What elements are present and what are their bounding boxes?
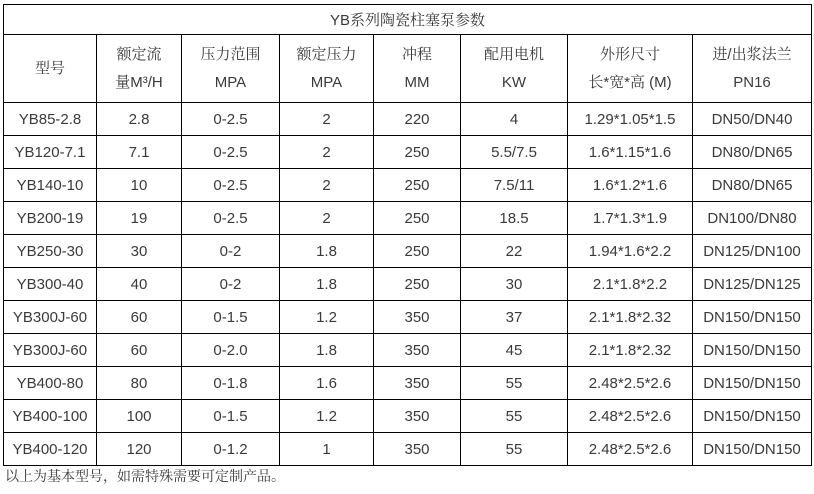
data-cell: 1.6*1.2*1.6 (568, 169, 693, 202)
data-cell: 250 (374, 235, 461, 268)
column-header: 型号 (4, 35, 97, 103)
data-cell: 37 (461, 301, 568, 334)
data-cell: DN125/DN100 (693, 235, 812, 268)
table-row (4, 169, 812, 202)
table-row (4, 367, 812, 400)
data-cell: DN150/DN150 (693, 367, 812, 400)
column-header: 进/出浆法兰 PN16 (693, 35, 812, 103)
data-cell: 55 (461, 433, 568, 466)
data-cell: YB120-7.1 (4, 136, 97, 169)
table-title-row (4, 5, 812, 35)
data-cell: 55 (461, 400, 568, 433)
data-cell: YB400-120 (4, 433, 97, 466)
data-cell: 0-2.5 (182, 169, 280, 202)
table-title: YB系列陶瓷柱塞泵参数 (4, 5, 812, 35)
data-cell: 1.8 (280, 334, 374, 367)
data-cell: 2.48*2.5*2.6 (568, 400, 693, 433)
data-cell: 250 (374, 136, 461, 169)
data-cell: 2 (280, 202, 374, 235)
data-cell: DN125/DN125 (693, 268, 812, 301)
data-cell: 19 (97, 202, 182, 235)
data-cell: YB250-30 (4, 235, 97, 268)
data-cell: 0-2.5 (182, 136, 280, 169)
data-cell: DN50/DN40 (693, 103, 812, 136)
data-cell: 2 (280, 136, 374, 169)
data-cell: 0-2 (182, 235, 280, 268)
data-cell: 120 (97, 433, 182, 466)
data-cell: 1.6*1.15*1.6 (568, 136, 693, 169)
data-cell: 45 (461, 334, 568, 367)
table-row (4, 235, 812, 268)
data-cell: 30 (461, 268, 568, 301)
data-cell: 0-2.5 (182, 202, 280, 235)
table-row (4, 103, 812, 136)
table-row (4, 202, 812, 235)
data-cell: DN80/DN65 (693, 136, 812, 169)
data-cell: YB300J-60 (4, 334, 97, 367)
data-cell: DN150/DN150 (693, 301, 812, 334)
data-cell: 2 (280, 103, 374, 136)
data-cell: 1 (280, 433, 374, 466)
table-row (4, 136, 812, 169)
data-cell: 80 (97, 367, 182, 400)
data-cell: 0-2 (182, 268, 280, 301)
data-cell: YB140-10 (4, 169, 97, 202)
data-cell: 0-1.8 (182, 367, 280, 400)
data-cell: 5.5/7.5 (461, 136, 568, 169)
column-header: 压力范围 MPA (182, 35, 280, 103)
table-row (4, 334, 812, 367)
data-cell: DN150/DN150 (693, 400, 812, 433)
data-cell: 1.2 (280, 400, 374, 433)
table-row (4, 268, 812, 301)
column-header: 冲程 MM (374, 35, 461, 103)
data-cell: 350 (374, 433, 461, 466)
data-cell: 1.29*1.05*1.5 (568, 103, 693, 136)
data-cell: 1.7*1.3*1.9 (568, 202, 693, 235)
table-header-row (4, 35, 812, 103)
data-cell: 250 (374, 169, 461, 202)
table-row (4, 433, 812, 466)
table-body (4, 103, 812, 466)
data-cell: YB300-40 (4, 268, 97, 301)
data-cell: 350 (374, 301, 461, 334)
data-cell: 60 (97, 334, 182, 367)
data-cell: 1.8 (280, 235, 374, 268)
data-cell: 2.1*1.8*2.2 (568, 268, 693, 301)
data-cell: 0-2.0 (182, 334, 280, 367)
data-cell: 22 (461, 235, 568, 268)
column-header: 额定流 量M³/H (97, 35, 182, 103)
data-cell: YB400-100 (4, 400, 97, 433)
data-cell: 18.5 (461, 202, 568, 235)
data-cell: 40 (97, 268, 182, 301)
column-header: 外形尺寸 长*宽*高 (M) (568, 35, 693, 103)
data-cell: 1.2 (280, 301, 374, 334)
data-cell: 2.1*1.8*2.32 (568, 301, 693, 334)
data-cell: 350 (374, 334, 461, 367)
data-cell: 10 (97, 169, 182, 202)
data-cell: DN100/DN80 (693, 202, 812, 235)
data-cell: 2.48*2.5*2.6 (568, 367, 693, 400)
data-cell: 60 (97, 301, 182, 334)
data-cell: 1.94*1.6*2.2 (568, 235, 693, 268)
table-row (4, 301, 812, 334)
data-cell: YB200-19 (4, 202, 97, 235)
spec-table (3, 4, 812, 466)
data-cell: 100 (97, 400, 182, 433)
data-cell: 350 (374, 367, 461, 400)
data-cell: 7.5/11 (461, 169, 568, 202)
data-cell: 2 (280, 169, 374, 202)
data-cell: DN150/DN150 (693, 433, 812, 466)
data-cell: 2.1*1.8*2.32 (568, 334, 693, 367)
data-cell: 1.8 (280, 268, 374, 301)
data-cell: 250 (374, 268, 461, 301)
data-cell: DN150/DN150 (693, 334, 812, 367)
data-cell: 0-1.5 (182, 301, 280, 334)
column-header: 额定压力 MPA (280, 35, 374, 103)
data-cell: 7.1 (97, 136, 182, 169)
table-row (4, 400, 812, 433)
data-cell: 55 (461, 367, 568, 400)
data-cell: 0-1.2 (182, 433, 280, 466)
data-cell: 2.48*2.5*2.6 (568, 433, 693, 466)
column-header: 配用电机 KW (461, 35, 568, 103)
data-cell: YB300J-60 (4, 301, 97, 334)
data-cell: DN80/DN65 (693, 169, 812, 202)
footnote: 以上为基本型号，如需特殊需要可定制产品。 (5, 468, 285, 484)
data-cell: 0-1.5 (182, 400, 280, 433)
data-cell: 350 (374, 400, 461, 433)
data-cell: 250 (374, 202, 461, 235)
data-cell: YB85-2.8 (4, 103, 97, 136)
data-cell: 4 (461, 103, 568, 136)
data-cell: 2.8 (97, 103, 182, 136)
data-cell: 30 (97, 235, 182, 268)
data-cell: YB400-80 (4, 367, 97, 400)
data-cell: 1.6 (280, 367, 374, 400)
data-cell: 0-2.5 (182, 103, 280, 136)
data-cell: 220 (374, 103, 461, 136)
